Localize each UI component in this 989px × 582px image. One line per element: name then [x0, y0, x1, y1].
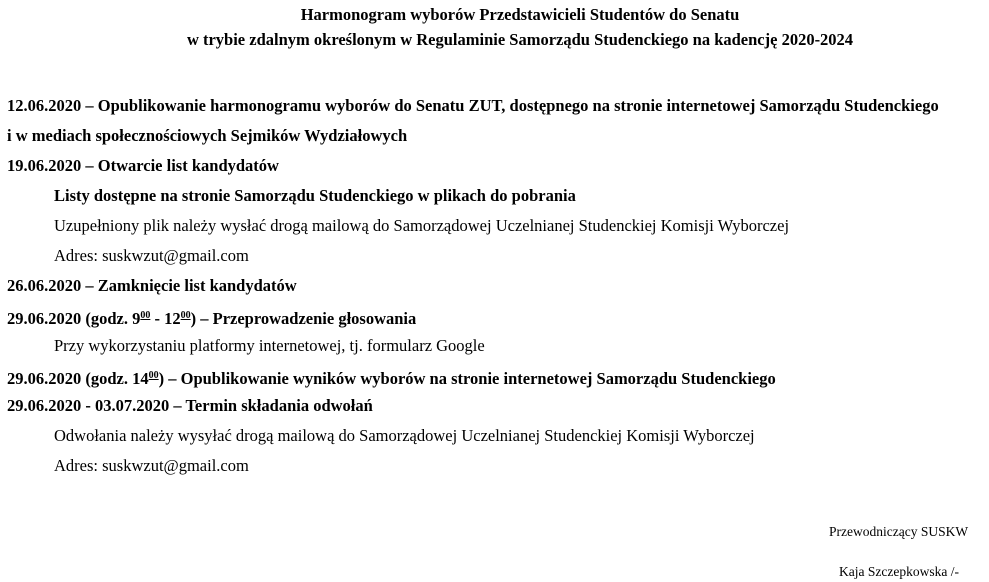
voting-date-text: 29.06.2020 (godz. 9	[7, 309, 141, 328]
document-title-line-2: w trybie zdalnym określonym w Regulaminie Samorządu Studenckiego na kadencję 2020-2024	[186, 30, 854, 49]
schedule-item-publication-continued: i w mediach społecznościowych Sejmików Wydziałowych	[7, 126, 408, 145]
schedule-item-results	[7, 366, 776, 389]
schedule-note-send-file: Uzupełniony plik należy wysłać drogą mailową do Samorządowej Uczelnianej Studenckiej Komisji Wyborczej	[54, 216, 790, 235]
schedule-note-voting-platform: Przy wykorzystaniu platformy internetowej, tj. formularz Google	[54, 336, 485, 355]
signature-name: Kaja Szczepkowska /-	[839, 564, 959, 579]
schedule-note-appeals-email: Odwołania należy wysyłać drogą mailową do Samorządowej Uczelnianej Studenckiej Komisji Wyborczej	[54, 426, 755, 445]
results-minutes: 00	[148, 370, 159, 381]
schedule-item-appeals: 29.06.2020 - 03.07.2020 – Termin składania odwołań	[7, 396, 373, 415]
voting-start-minutes: 00	[140, 310, 151, 321]
schedule-item-close-lists: 26.06.2020 – Zamknięcie list kandydatów	[7, 276, 297, 295]
voting-range-text: - 12	[150, 309, 181, 328]
schedule-item-voting	[7, 306, 416, 329]
schedule-note-email-address: Adres: suskwzut@gmail.com	[54, 246, 249, 265]
schedule-item-open-lists: 19.06.2020 – Otwarcie list kandydatów	[7, 156, 279, 175]
results-date-text: 29.06.2020 (godz. 14	[7, 369, 149, 388]
voting-end-minutes: 00	[180, 310, 191, 321]
schedule-item-publication: 12.06.2020 – Opublikowanie harmonogramu wyborów do Senatu ZUT, dostępnego na stronie internetowej Samorządu Studenckiego	[7, 96, 939, 115]
results-description: ) – Opublikowanie wyników wyborów na stronie internetowej Samorządu Studenckiego	[158, 369, 776, 388]
schedule-note-lists-available: Listy dostępne na stronie Samorządu Studenckiego w plikach do pobrania	[54, 186, 576, 205]
voting-description: ) – Przeprowadzenie głosowania	[190, 309, 417, 328]
signature-role: Przewodniczący SUSKW	[829, 524, 969, 539]
document-title-line-1: Harmonogram wyborów Przedstawicieli Studentów do Senatu	[300, 5, 740, 24]
schedule-note-appeals-address: Adres: suskwzut@gmail.com	[54, 456, 249, 475]
